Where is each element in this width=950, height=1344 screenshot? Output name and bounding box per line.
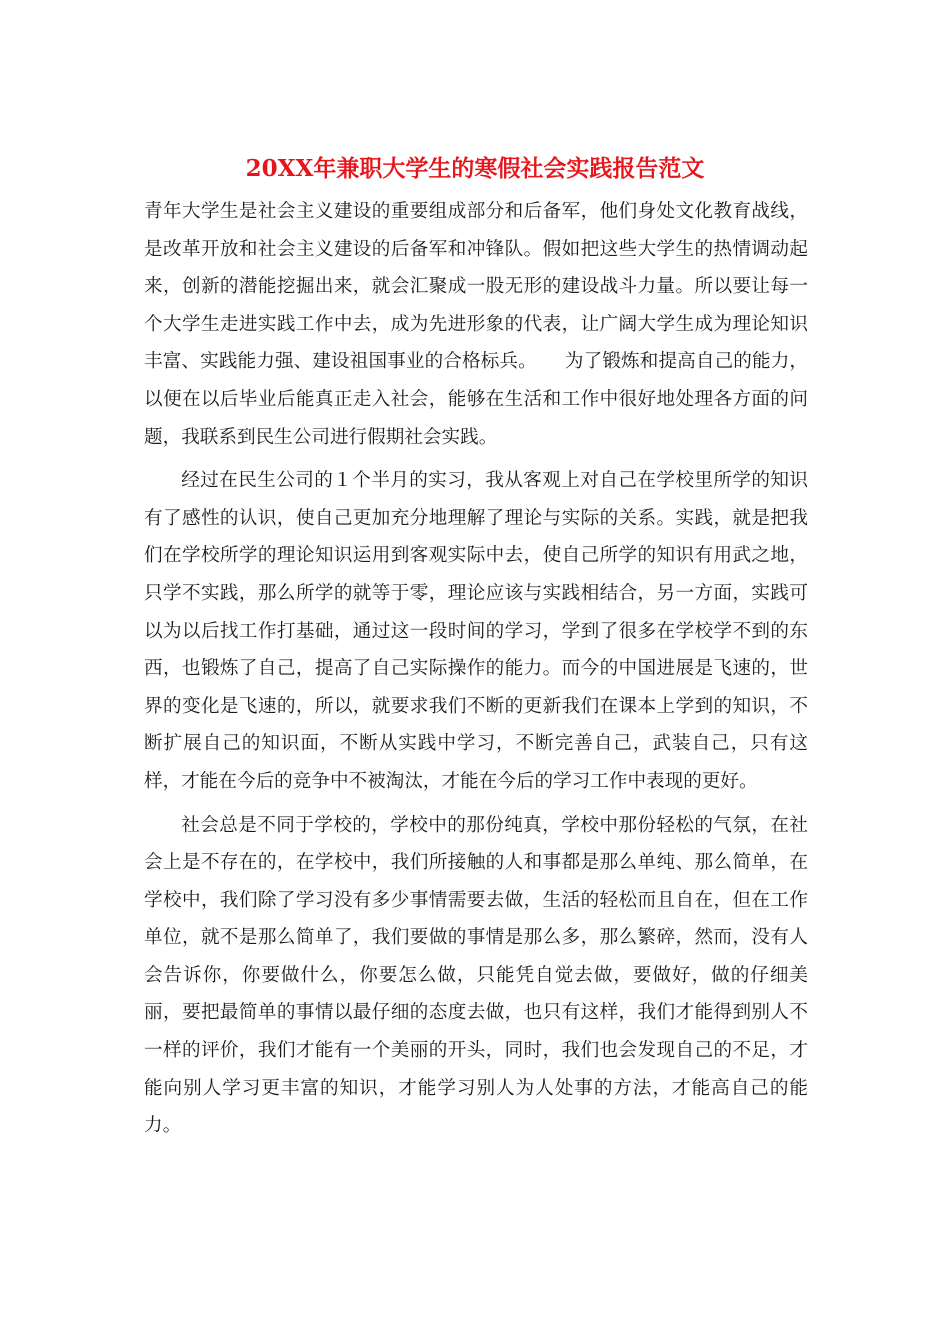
paragraph-2: 经过在民生公司的１个半月的实习，我从客观上对自己在学校里所学的知识有了感性的认识，使自己更加充分地理解了理论与实际的关系。实践，就是把我们在学校所学的理论知识运用到客观实际中去，使自己所学的知识有用武之地，只学不实践，那么所学的就等于零，理论应该与实践相结合，另一方面，实践可以为以后找工作打基础，通过这一段时间的学习，学到了很多在学校学不到的东西，也锻炼了自己，提高了自己实际操作的能力。而今的中国进展是飞速的，世界的变化是飞速的，所以，就要求我们不断的更新我们在课本上学到的知识，不断扩展自己的知识面，不断从实践中学习，不断完善自己，武装自己，只有这样，才能在今后的竞争中不被淘汰，才能在今后的学习工作中表现的更好。 [144, 470, 808, 792]
document-title: 20XX年兼职大学生的寒假社会实践报告范文 [245, 155, 705, 182]
paragraph-3: 社会总是不同于学校的，学校中的那份纯真，学校中那份轻松的气氛，在社会上是不存在的，在学校中，我们所接触的人和事都是那么单纯、那么简单，在学校中，我们除了学习没有多少事情需要去做，生活的轻松而且自在，但在工作单位，就不是那么简单了，我们要做的事情是那么多，那么繁碎，然而，没有人会告诉你，你要做什么，你要怎么做，只能凭自觉去做，要做好，做的仔细美丽，要把最简单的事情以最仔细的态度去做，也只有这样，我们才能得到别人不一样的评价，我们才能有一个美丽的开头，同时，我们也会发现自己的不足，才能向别人学习更丰富的知识，才能学习别人为人处事的方法，才能高自己的能力。 [144, 814, 808, 1137]
document-body [144, 193, 808, 1145]
paragraph-1: 青年大学生是社会主义建设的重要组成部分和后备军，他们身处文化教育战线，是改革开放和社会主义建设的后备军和冲锋队。假如把这些大学生的热情调动起来，创新的潜能挖掘出来，就会汇聚成一股无形的建设战斗力量。所以要让每一个大学生走进实践工作中去，成为先进形象的代表，让广阔大学生成为理论知识丰富、实践能力强、建设祖国事业的合格标兵。 为了锻炼和提高自己的能力，以便在以后毕业后能真正走入社会，能够在生活和工作中很好地处理各方面的问题，我联系到民生公司进行假期社会实践。 [144, 201, 808, 448]
